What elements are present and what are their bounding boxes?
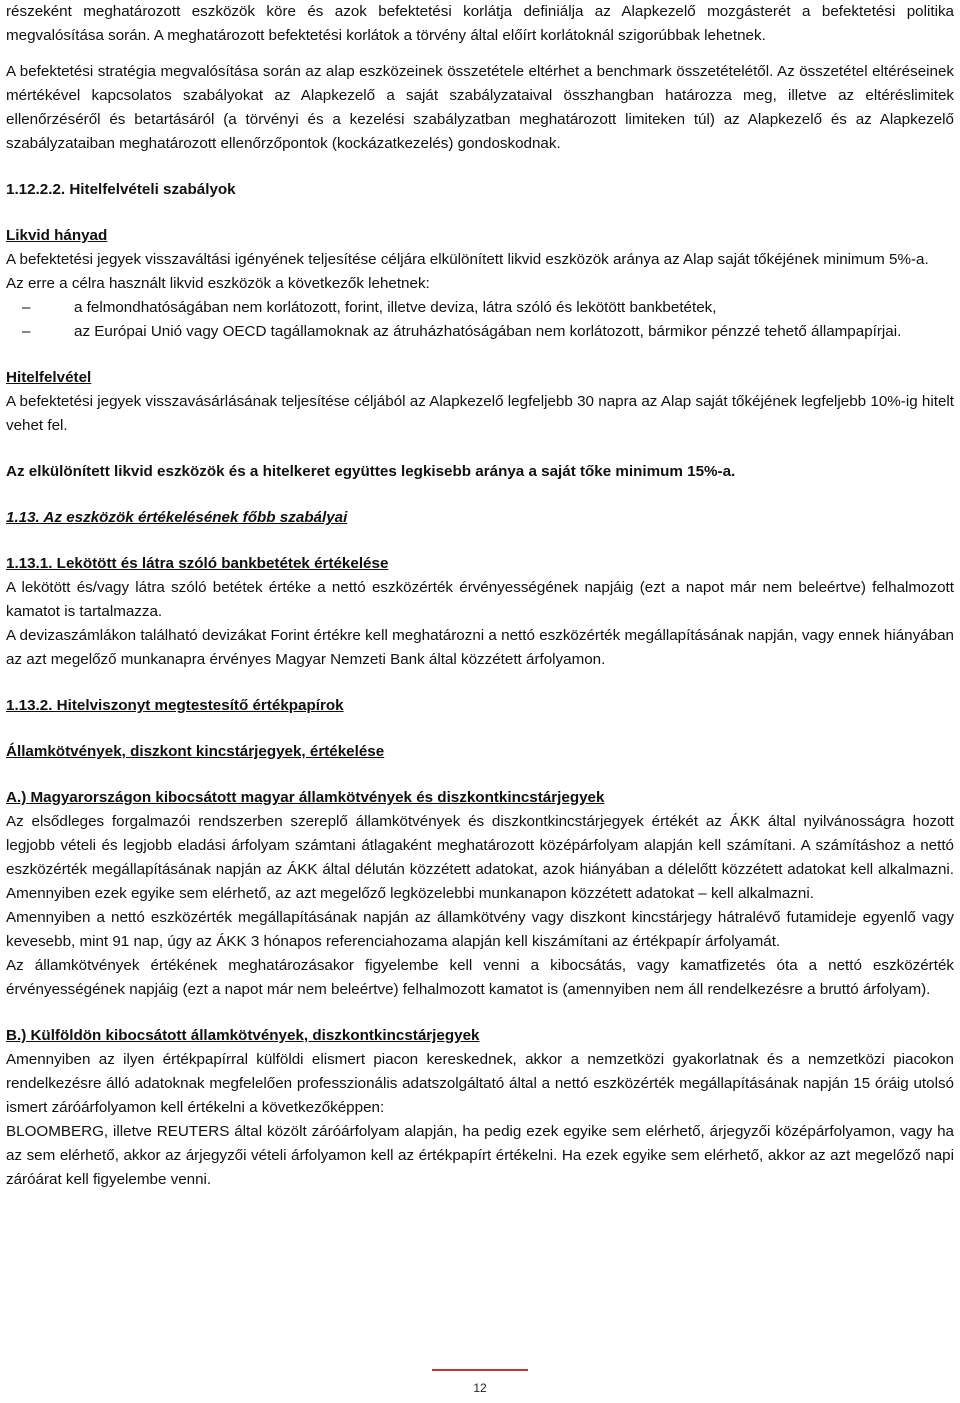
paragraph-likvid: A befektetési jegyek visszaváltási igényének teljesítése céljára elkülönített likvid eszközök aránya az Alap saját tőkéjének minimum 5%-a.: [6, 251, 929, 268]
dash-marker: –: [22, 299, 31, 316]
heading-1-13: 1.13. Az eszközök értékelésének főbb szabályai: [6, 509, 348, 526]
paragraph-1-13-1-a: A lekötött és/vagy látra szóló betétek értéke a nettó eszközérték érvényességének napjáig (ezt a napot már nem beleértve) felhalmozott kamatot is tartalmazza.: [6, 579, 954, 620]
likvid-eszkozok-list: [6, 296, 954, 344]
paragraph-a-1: Az elsődleges forgalmazói rendszerben szereplő államkötvények és diszkontkincstárjegyek értékét az ÁKK által nyilvánosságra hozott legjobb vételi és legjobb eladási árfolyam számtani átlagaként meghatározott középárfolyam alapján kell számítani. A számításhoz a nettó eszközérték megállapításának napján az ÁKK által délután közzétett adatokat, azok hiányában a délelőtt közzétett adatokat kell alkalmazni. Amennyiben ezek egyike sem elérhető, az azt megelőző legközelebbi munkanapon közzétett adatokat – kell alkalmazni.: [6, 813, 954, 902]
heading-1-13-2: 1.13.2. Hitelviszonyt megtestesítő értékpapírok: [6, 697, 344, 714]
heading-likvid-hanyad: Likvid hányad: [6, 227, 108, 244]
heading-section-a: A.) Magyarországon kibocsátott magyar államkötvények és diszkontkincstárjegyek: [6, 789, 605, 806]
document-page: [6, 0, 954, 1192]
heading-hitelfelveteli-szabalyok: 1.12.2.2. Hitelfelvételi szabályok: [6, 181, 236, 198]
paragraph-hitelfelvetel: A befektetési jegyek visszavásárlásának teljesítése céljából az Alapkezelő legfeljebb 30 napra az Alap saját tőkéjének legfeljebb 10%-ig hitelt vehet fel.: [6, 393, 954, 434]
paragraph-1-13-1-b: A devizaszámlákon található devizákat Forint értékre kell meghatározni a nettó eszközérték megállapításának napján, vagy ennek hiányában az azt megelőző munkanapra érvényes Magyar Nemzeti Bank által közzétett árfolyamon.: [6, 627, 954, 668]
paragraph-a-3: Az államkötvények értékének meghatározásakor figyelembe kell venni a kibocsátás, vagy kamatfizetés óta a nettó eszközérték érvényességének napjáig (ezt a napot már nem beleértve) felhalmozott kamatot is (amennyiben nem áll rendelkezésre a bruttó árfolyam).: [6, 957, 954, 998]
page-number: 12: [473, 1381, 487, 1395]
list-item-text: a felmondhatóságában nem korlátozott, forint, illetve deviza, látra szóló és lekötött bankbetétek,: [74, 299, 717, 316]
list-item: [6, 296, 954, 320]
paragraph-b-1: Amennyiben az ilyen értékpapírral külföldi elismert piacon kereskednek, akkor a nemzetközi gyakorlatnak és a nemzetközi piacokon rendelkezésre álló adatoknak megfelelően professzionális adatszolgáltató által a nettó eszközérték megállapításának napján 15 óráig utolsó ismert záróárfolyamon kell értékelni a következőképpen:: [6, 1051, 954, 1116]
paragraph-a-2: Amennyiben a nettó eszközérték megállapításának napján az államkötvény vagy diszkont kincstárjegy hátralévő futamideje egyenlő vagy kevesebb, mint 91 nap, úgy az ÁKK 3 hónapos referenciahozama alapján kell kiszámítani az értékpapír árfolyamát.: [6, 909, 954, 950]
paragraph-b-2: BLOOMBERG, illetve REUTERS által közölt záróárfolyam alapján, ha pedig ezek egyike sem elérhető, árjegyzői középárfolyamon, vagy ha az sem elérhető, akkor az árjegyzői vételi árfolyamon kell az értékpapírt értékelni. Ha ezek egyike sem elérhető, akkor az azt megelőző napi záróárat kell figyelembe venni.: [6, 1123, 954, 1188]
paragraph-strategy: A befektetési stratégia megvalósítása során az alap eszközeinek összetétele eltérhet a benchmark összetételétől. Az összetétel eltéréseinek mértékével kapcsolatos szabályokat az Alapkezelő a saját szabályzataival összhangban határozza meg, illetve az eltéréslimitek ellenőrzéséről és betartásáról (a törvényi és a kezelési szabályzatban meghatározott limiteken túl) az Alapkezelő és az Alapkezelő szabályzataiban meghatározott ellenőrzőpontok (kockázatkezelés) gondoskodnak.: [6, 63, 954, 152]
dash-marker: –: [22, 323, 31, 340]
list-item-text: az Európai Unió vagy OECD tagállamoknak az átruházhatóságában nem korlátozott, bármikor pénzzé tehető állampapírjai.: [74, 323, 902, 340]
heading-hitelfelvetel: Hitelfelvétel: [6, 369, 92, 386]
heading-allamkotvenyek: Államkötvények, diszkont kincstárjegyek, értékelése: [6, 743, 385, 760]
paragraph-intro: részeként meghatározott eszközök köre és azok befektetési korlátja definiálja az Alapkezelő mozgásterét a befektetési politika megvalósítása során. A meghatározott befektetési korlátok a törvény által előírt korlátoknál szigorúbbak lehetnek.: [6, 3, 954, 44]
bold-statement: Az elkülönített likvid eszközök és a hitelkeret együttes legkisebb aránya a saját tőke minimum 15%-a.: [6, 463, 736, 480]
paragraph-likvid-list-intro: Az erre a célra használt likvid eszközök a következők lehetnek:: [6, 275, 430, 292]
heading-section-b: B.) Külföldön kibocsátott államkötvények, diszkontkincstárjegyek: [6, 1027, 480, 1044]
footer-divider: [432, 1369, 528, 1371]
heading-1-13-1: 1.13.1. Lekötött és látra szóló bankbetétek értékelése: [6, 555, 389, 572]
list-item: [6, 320, 954, 344]
